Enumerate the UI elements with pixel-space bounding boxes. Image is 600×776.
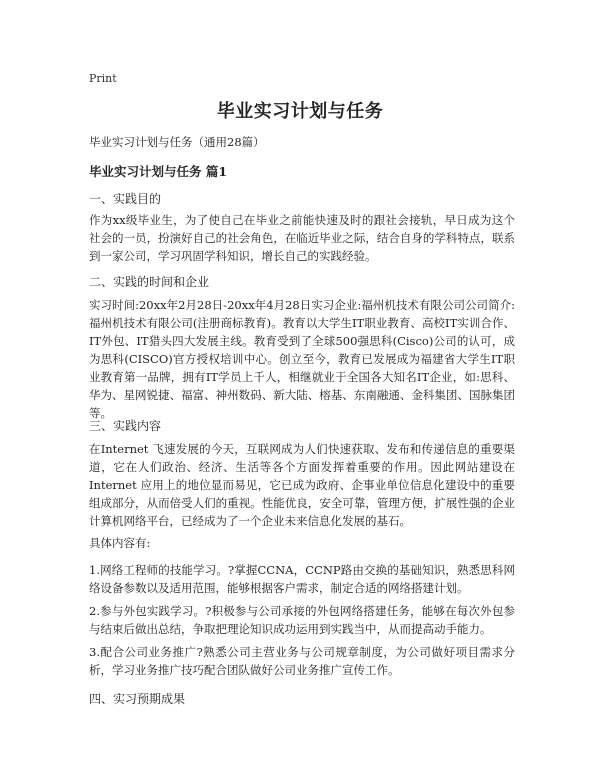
heading-expected-results: 四、实习预期成果 (89, 692, 186, 706)
section-title: 毕业实习计划与任务 篇1 (89, 164, 228, 179)
document-subtitle: 毕业实习计划与任务（通用28篇） (89, 135, 265, 149)
paragraph-time-and-company: 实习时间:20xx年2月28日-20xx年4月28日实习企业:福州机技术有限公司公司简介:福州机技术有限公司(注册商标教育)。教育以大学生IT职业教育、高校IT实训合作、IT外包、IT猎头四大发展主线。教育受到了全球500强思科(Cisco)公司的认可，成为思科(CISCO)官方授权培训中心。创立至今，教育已发展成为福建省大学生IT职业教育第一品牌，拥有IT学员上千人，相继就业于全国各大知名IT企业，如:思科、华为、星网锐捷、福富、神州数码、新大陆、榕基、东南融通、金科集团、国脉集团等。 (89, 298, 515, 420)
print-label: Print (89, 72, 117, 85)
heading-time-and-company: 二、实践的时间和企业 (89, 275, 210, 289)
document-title: 毕业实习计划与任务 (216, 101, 384, 122)
paragraph-specific-content: 具体内容有: (89, 536, 151, 550)
heading-practice-content: 三、实践内容 (89, 419, 162, 433)
list-item-outsourcing: 2.参与外包实践学习。?积极参与公司承接的外包网络搭建任务，能够在每次外包参与结束后做出总结，争取把理论知识成功运用到实践当中，从而提高动手能力。 (89, 604, 515, 636)
paragraph-practice-content: 在Internet 飞速发展的今天，互联网成为人们快速获取、发布和传递信息的重要渠道，它在人们政治、经济、生活等各个方面发挥着重要的作用。因此网站建设在Internet 应用上的地位显而易见，它已成为政府、企事业单位信息化建设中的重要组成部分，从而倍受人们的重视。性能优良，安全可靠，管理方便，扩展性强的企业计算机网络平台，已经成为了一个企业未来信息化发展的基石。 (89, 442, 515, 528)
list-item-network-engineer: 1.网络工程师的技能学习。?掌握CCNA，CCNP路由交换的基础知识，熟悉思科网络设备参数以及适用范围，能够根据客户需求，制定合适的网络搭建计划。 (89, 563, 515, 595)
heading-practice-purpose: 一、实践目的 (89, 192, 162, 206)
paragraph-practice-purpose: 作为xx级毕业生，为了使自己在毕业之前能快速及时的跟社会接轨，早日成为这个社会的一员，扮演好自己的社会角色，在临近毕业之际，结合自身的学科特点，联系到一家公司，学习巩固学科知识，增长自己的实践经验。 (89, 213, 515, 263)
list-item-business-promotion: 3.配合公司业务推广?熟悉公司主营业务与公司规章制度，为公司做好项目需求分析，学习业务推广技巧配合团队做好公司业务推广宣传工作。 (89, 645, 515, 677)
